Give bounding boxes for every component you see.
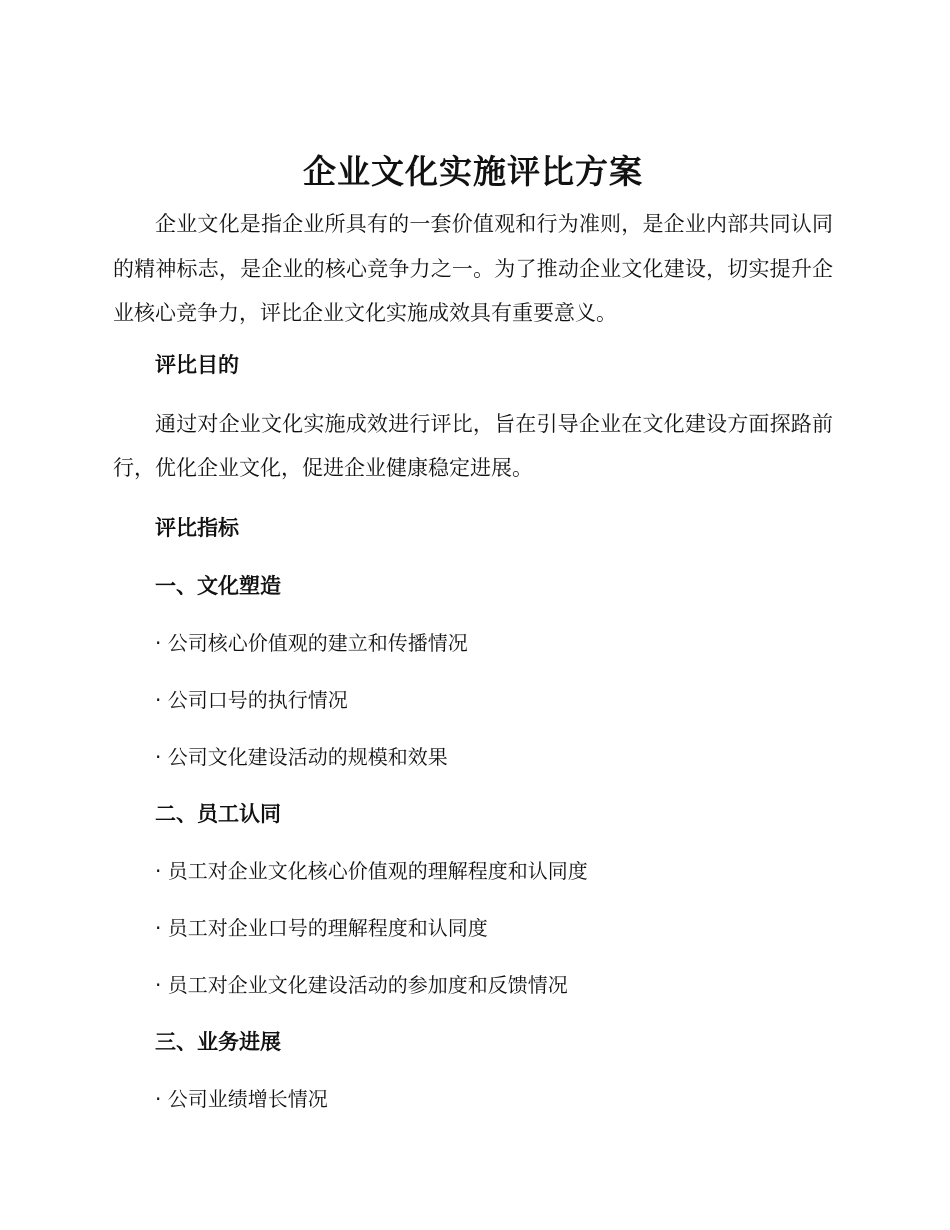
document-page (113, 150, 833, 1114)
section-heading-business: 三、业务进展 (155, 1029, 281, 1054)
list-item: · 公司核心价值观的建立和传播情况 (155, 630, 468, 655)
list-item: · 公司文化建设活动的规模和效果 (155, 744, 448, 769)
list-item: · 员工对企业文化建设活动的参加度和反馈情况 (155, 972, 568, 997)
list-item: · 员工对企业口号的理解程度和认同度 (155, 915, 488, 940)
document-title: 企业文化实施评比方案 (303, 152, 643, 191)
list-item: · 公司口号的执行情况 (155, 687, 348, 712)
list-item: · 公司业绩增长情况 (155, 1086, 328, 1111)
indicators-heading: 评比指标 (155, 515, 239, 540)
list-item: · 员工对企业文化核心价值观的理解程度和认同度 (155, 858, 588, 883)
section-heading-employee: 二、员工认同 (155, 801, 281, 826)
purpose-heading: 评比目的 (155, 352, 239, 377)
purpose-paragraph: 通过对企业文化实施成效进行评比，旨在引导企业在文化建设方面探路前行，优化企业文化，促进企业健康稳定进展。 (113, 411, 833, 480)
intro-paragraph: 企业文化是指企业所具有的一套价值观和行为准则，是企业内部共同认同的精神标志，是企业的核心竞争力之一。为了推动企业文化建设，切实提升企业核心竞争力，评比企业文化实施成效具有重要意义。 (113, 212, 833, 325)
section-heading-culture: 一、文化塑造 (155, 573, 281, 598)
